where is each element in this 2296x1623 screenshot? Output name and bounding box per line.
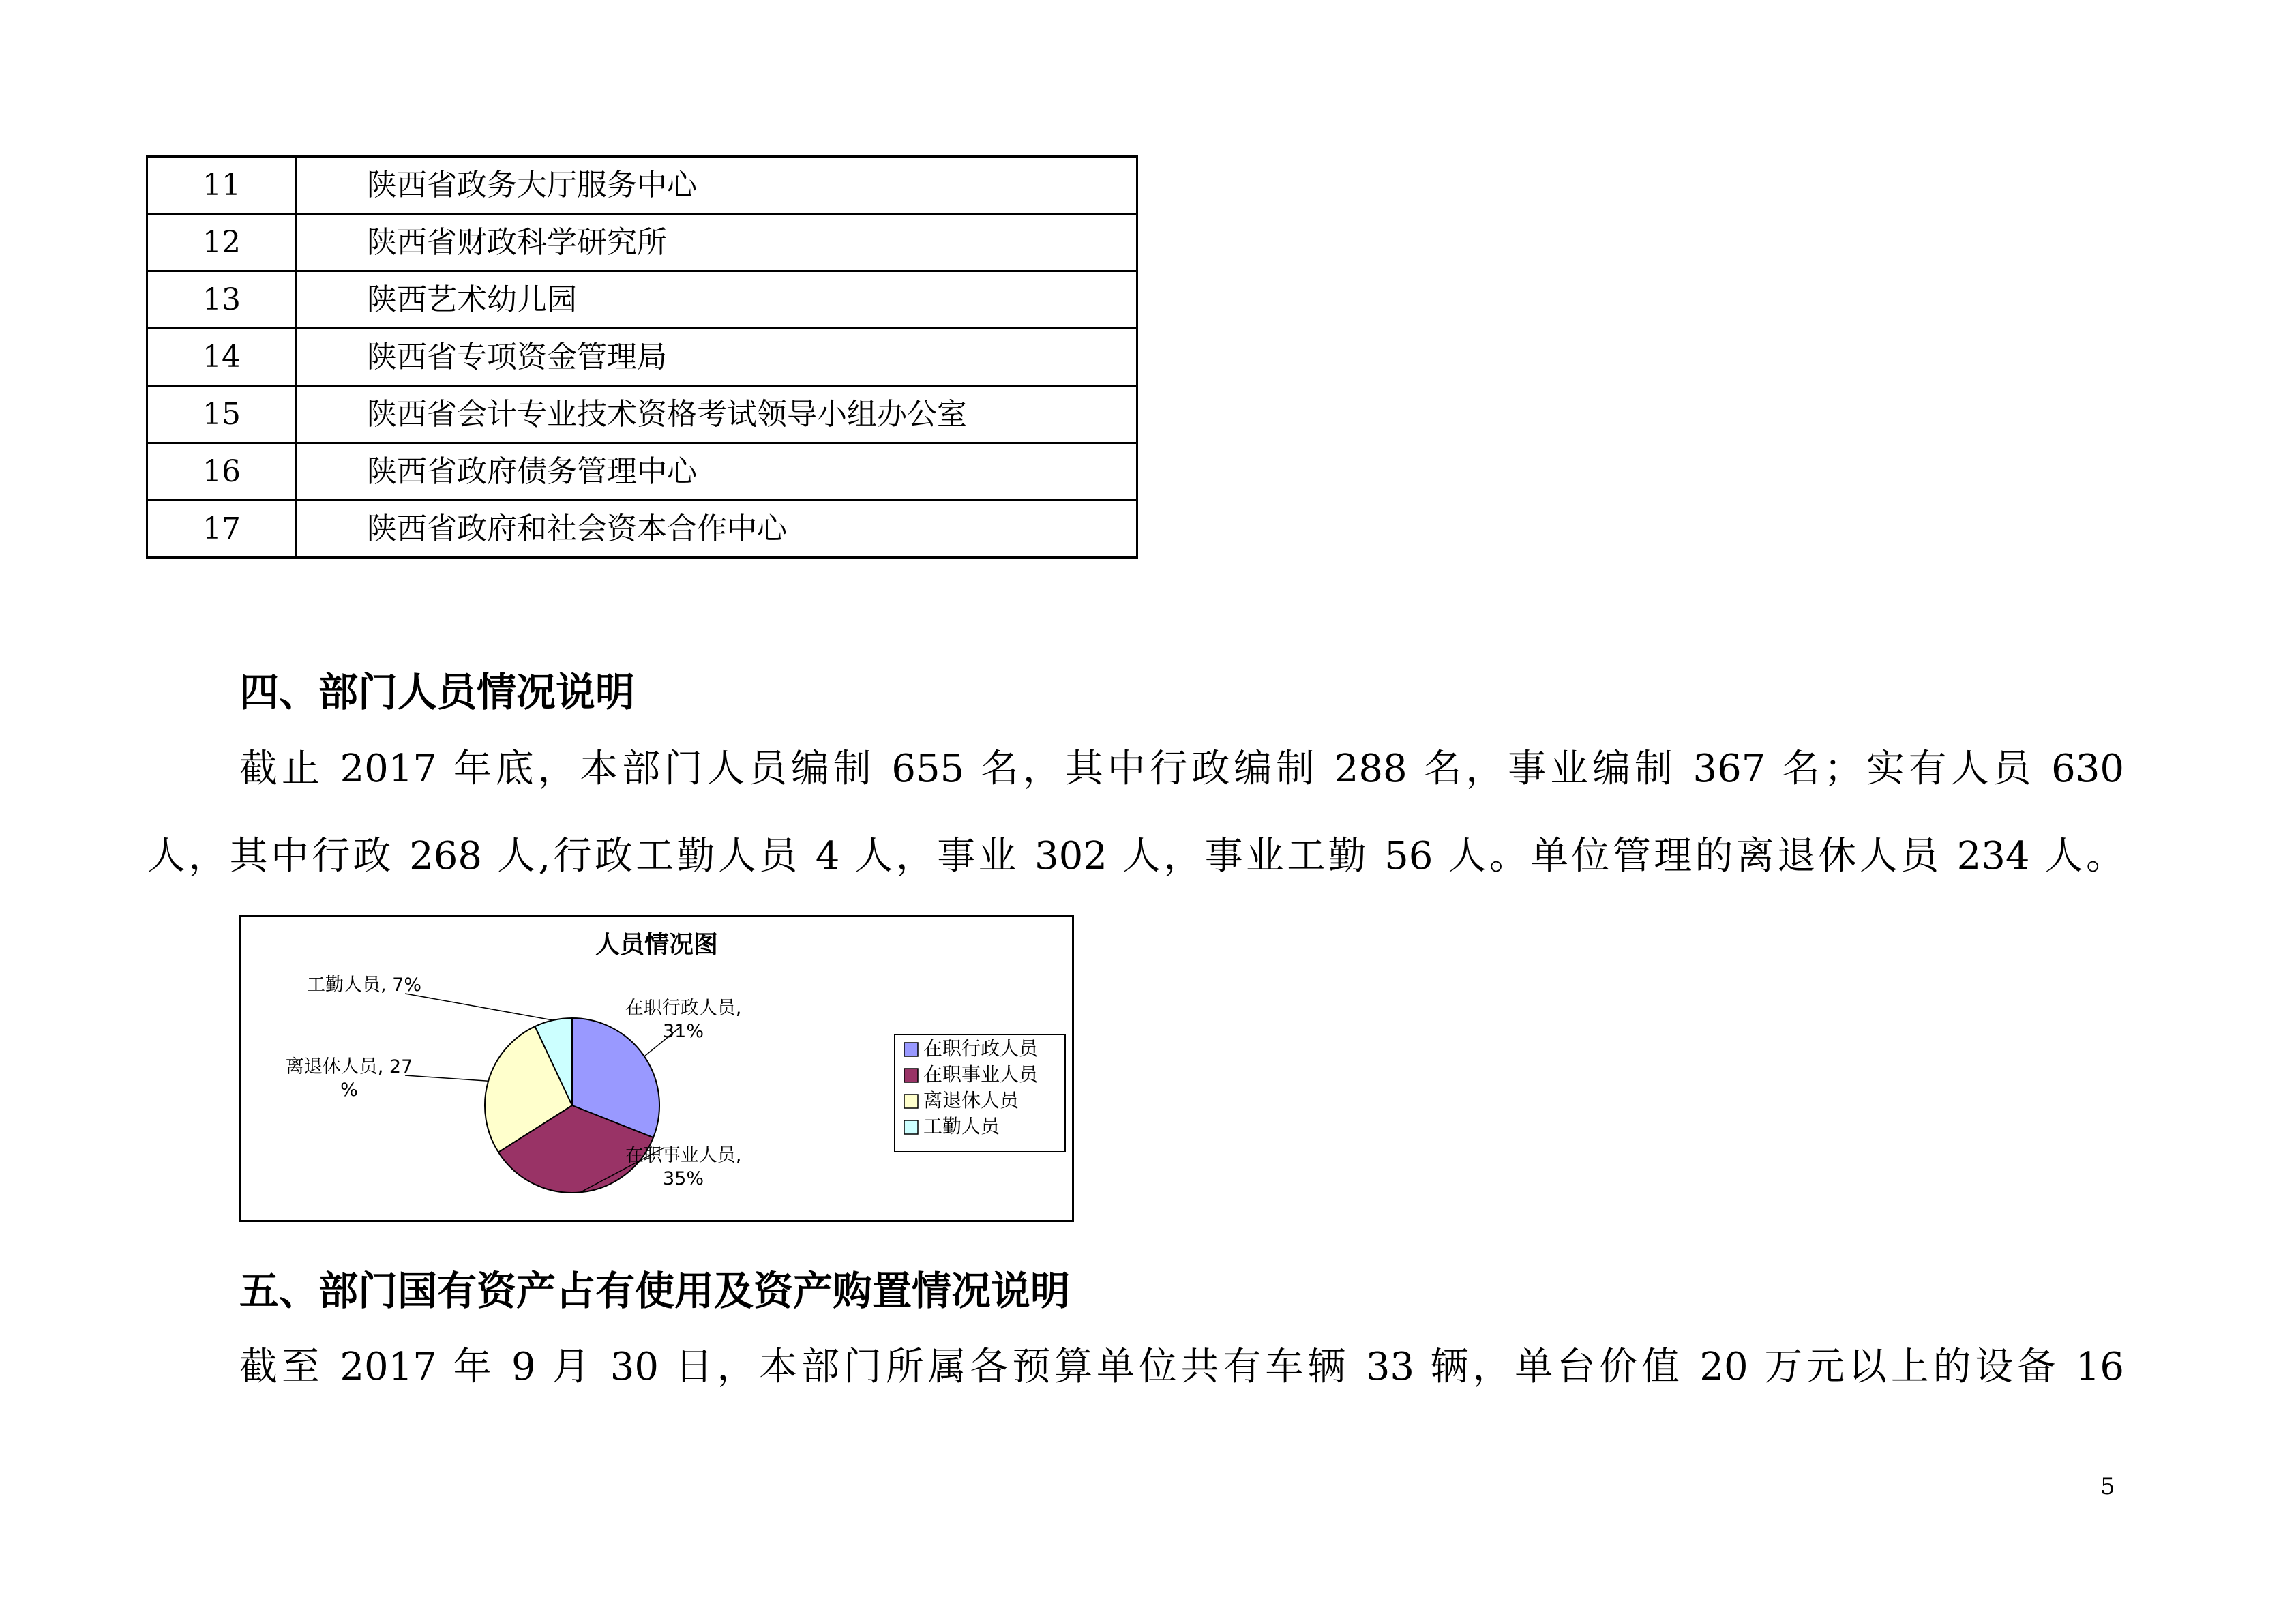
row-number-cell: 16	[147, 443, 297, 501]
section4-paragraph-line1: 截止 2017 年底，本部门人员编制 655 名，其中行政编制 288 名，事业编制 367 名；实有人员 630	[239, 747, 2124, 791]
section4-heading: 四、部门人员情况说明	[239, 669, 636, 715]
unit-name-cell: 陕西省专项资金管理局	[297, 329, 1137, 386]
data-label-line2: %	[340, 1079, 358, 1101]
chart-title: 人员情况图	[595, 931, 719, 959]
legend-swatch	[904, 1095, 918, 1108]
row-number-cell: 15	[147, 386, 297, 443]
table-row	[147, 443, 1137, 501]
data-label-line1: 在职行政人员,	[625, 998, 742, 1019]
table-row	[147, 329, 1137, 386]
row-number-cell: 11	[147, 157, 297, 214]
unit-name-cell: 陕西省会计专业技术资格考试领导小组办公室	[297, 386, 1137, 443]
data-label-institution	[625, 1145, 742, 1189]
data-label-line2: 31%	[662, 1021, 704, 1042]
table-row	[147, 271, 1137, 329]
table-row	[147, 214, 1137, 271]
data-label-retired	[286, 1056, 413, 1101]
unit-table	[146, 155, 1138, 559]
table-row	[147, 157, 1137, 214]
data-label-line1: 离退休人员, 27	[285, 1056, 413, 1077]
row-number-cell: 14	[147, 329, 297, 386]
row-number-cell: 12	[147, 214, 297, 271]
table-row	[147, 501, 1137, 558]
unit-name-cell: 陕西省政府债务管理中心	[297, 443, 1137, 501]
chart-legend	[895, 1034, 1065, 1152]
personnel-pie-chart	[239, 915, 1074, 1222]
unit-name-cell: 陕西省政务大厅服务中心	[297, 157, 1137, 214]
legend-swatch	[904, 1069, 918, 1082]
page-number: 5	[2100, 1473, 2115, 1500]
legend-swatch	[904, 1043, 918, 1056]
unit-name-cell: 陕西艺术幼儿园	[297, 271, 1137, 329]
row-number-cell: 17	[147, 501, 297, 558]
section5-paragraph-line1: 截至 2017 年 9 月 30 日，本部门所属各预算单位共有车辆 33 辆，单台价值 20 万元以上的设备 16	[239, 1345, 2124, 1389]
data-label-line1: 工勤人员, 7%	[307, 974, 421, 996]
data-label-line1: 在职事业人员,	[625, 1145, 742, 1166]
section4-paragraph-line2: 人，其中行政 268 人,行政工勤人员 4 人，事业 302 人，事业工勤 56 人。单位管理的离退休人员 234 人。	[147, 834, 2124, 878]
data-label-admin	[625, 998, 742, 1042]
unit-table-body	[147, 157, 1137, 558]
leader-line	[405, 994, 553, 1020]
row-number-cell: 13	[147, 271, 297, 329]
section5-heading: 五、部门国有资产占有使用及资产购置情况说明	[239, 1268, 1071, 1314]
pie-chart-svg	[241, 917, 1072, 1220]
table-row	[147, 386, 1137, 443]
legend-entry-label: 在职行政人员	[923, 1037, 1039, 1060]
legend-entry-label: 在职事业人员	[923, 1063, 1039, 1086]
pie-slices	[485, 1018, 659, 1193]
unit-name-cell: 陕西省政府和社会资本合作中心	[297, 501, 1137, 558]
data-label-line2: 35%	[662, 1168, 704, 1189]
legend-swatch	[904, 1120, 918, 1134]
leader-line	[405, 1075, 488, 1081]
legend-entry-label: 工勤人员	[923, 1115, 1000, 1137]
unit-name-cell: 陕西省财政科学研究所	[297, 214, 1137, 271]
data-label-workers	[307, 974, 421, 996]
legend-entry-label: 离退休人员	[923, 1089, 1019, 1112]
